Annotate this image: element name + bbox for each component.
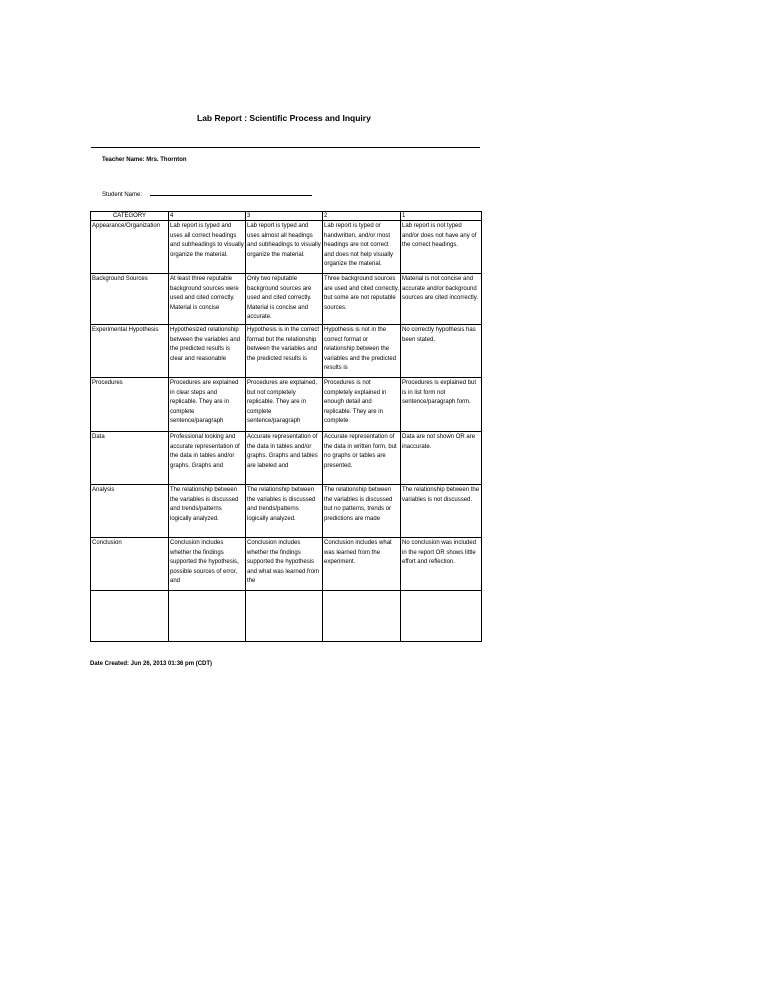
category-cell [92,592,167,641]
title-divider [91,147,480,148]
score-3-cell: Procedures are explained, but not completely replicable. They are in complete sentence/paragraph [247,380,318,425]
score-4-cell [170,592,244,641]
score-3-cell: Lab report is typed and uses almost all headings and subheadings to visually organize the material. [247,223,321,258]
score-4-cell: Professional looking and accurate representation of the data in tables and/or graphs. Graphs and [170,434,240,469]
score-3-cell: Only two reputable background sources are used and cited correctly. Material is concise and accurate. [247,276,312,321]
teacher-name: Teacher Name: Mrs. Thornton [102,157,187,163]
table-row [91,538,482,591]
score-3-cell: Hypothesis is in the correct format but the relationship between the variables and the predicted results is [247,327,320,362]
score-4-cell: Procedures are explained in clear steps and replicable. They are in complete sentence/paragraph [170,380,239,425]
table-row [91,591,482,642]
score-2-cell: Hypothesis is not in the correct format or relationship between the variables and the predicted results is [324,327,397,372]
score-4-cell: The relationship between the variables is discussed and trends/patterns logically analyzed. [170,487,239,522]
score-2-cell: Accurate representation of the data in written form, but no graphs or tables are presented. [324,434,397,469]
score-3-cell: Conclusion includes whether the findings supported the hypothesis and what was learned from the [247,540,320,585]
category-cell: Background Sources [92,276,148,282]
column-header: CATEGORY [91,212,169,221]
score-1-cell: No correctly hypothesis has been stated. [402,327,476,343]
score-2-cell: Three background sources are used and cited correctly, but some are not reputable sources. [324,276,399,311]
category-cell: Conclusion [92,540,122,546]
score-2-cell: The relationship between the variables is discussed but no patterns, trends or predictions are made [324,487,393,522]
score-2-cell: Lab report is typed or handwritten, and/or most headings are not correct and does not help visually organize the material. [324,223,394,268]
score-1-cell: No conclusion was included in the report OR shows little effort and reflection. [402,540,477,566]
page-title: Lab Report : Scientific Process and Inquiry [197,113,371,123]
score-4-cell: Conclusion includes whether the findings supported the hypothesis, possible sources of error, and [170,540,239,585]
category-cell: Analysis [92,487,115,493]
category-cell: Data [92,434,105,440]
category-cell: Experimental Hypothesis [92,327,159,333]
category-cell: Procedures [92,380,123,386]
student-name-field [102,190,312,198]
rubric-table [90,211,482,642]
column-header: 2 [323,212,401,221]
table-row [91,221,482,274]
column-header: 1 [401,212,482,221]
table-row [91,485,482,538]
score-2-cell: Procedures is not completely explained in enough detail and replicable. They are in complete [324,380,387,425]
score-1-cell: Procedures is explained but is in list form not sentence/paragraph form. [402,380,477,406]
score-4-cell: Hypothesized relationship between the variables and the predicted results is clear and reasonable [170,327,241,362]
table-row [91,274,482,325]
score-1-cell: Data are not shown OR are inaccurate. [402,434,476,450]
score-2-cell [324,592,399,641]
score-1-cell: The relationship between the variables is not discussed. [402,487,480,503]
score-1-cell: Lab report is not typed and/or does not have any of the correct headings. [402,223,477,249]
table-row [91,325,482,378]
table-row [91,432,482,485]
score-1-cell [402,592,480,641]
score-4-cell: At least three reputable background sources were used and cited correctly. Material is concise [170,276,239,311]
student-name-blank [150,190,312,196]
table-row [91,378,482,432]
score-3-cell [247,592,321,641]
score-1-cell: Material is not concise and accurate and/or background sources are cited incorrectly. [402,276,478,302]
table-header-row [91,212,482,221]
student-name-label: Student Name: [102,192,143,198]
date-created: Date Created: Jun 26, 2013 01:36 pm (CDT) [90,661,213,667]
column-header: 4 [169,212,246,221]
score-3-cell: The relationship between the variables is discussed and trends/patterns logically analyzed. [247,487,316,522]
score-4-cell: Lab report is typed and uses all correct headings and subheadings to visually organize the material. [170,223,244,258]
column-header: 3 [246,212,323,221]
category-cell: Appearance/Organization [92,223,161,229]
score-3-cell: Accurate representation of the data in tables and/or graphs. Graphs and tables are labeled and [247,434,318,469]
score-2-cell: Conclusion includes what was learned from the experiment. [324,540,392,566]
